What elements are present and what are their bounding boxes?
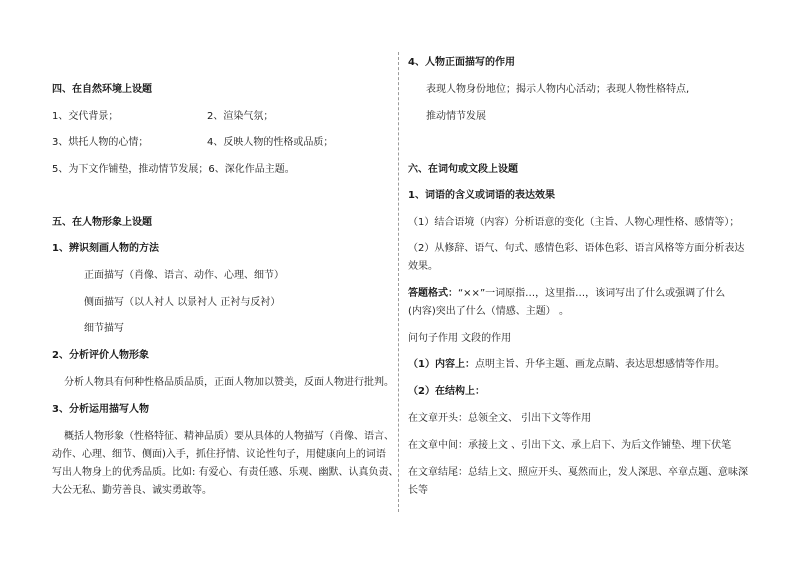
answer-format-line bbox=[408, 288, 725, 300]
paragraph-line: （2）从修辞、语气、句式、感情色彩、语体色彩、语言风格等方面分析表达 bbox=[408, 243, 745, 254]
paragraph-line: 动作、心理、细节、侧面)入手，抓住抒情、议论性句子，用健康向上的词语 bbox=[52, 449, 386, 460]
paragraph-line: 写出人物身上的优秀品质。比如: 有爱心、有责任感、乐观、幽默、认真负责、 bbox=[52, 467, 399, 478]
subheading: 4、人物正面描写的作用 bbox=[408, 57, 515, 68]
structure-item: 在文章开头：总领全文、 引出下文等作用 bbox=[408, 413, 592, 424]
subheading: 1、辨识刻画人物的方法 bbox=[52, 243, 159, 254]
method-item: 侧面描写（以人衬人 以景衬人 正衬与反衬） bbox=[84, 297, 281, 308]
subheading: 1、词语的含义或词语的表达效果 bbox=[408, 190, 555, 201]
structure-item: 在文章中间：承接上文 、引出下文、承上启下、为后文作铺垫、埋下伏笔 bbox=[408, 440, 732, 451]
question-line: 问句子作用 文段的作用 bbox=[408, 333, 512, 344]
list-item: 4、反映人物的性格或品质； bbox=[207, 137, 334, 148]
paragraph-line: 大公无私、勤劳善良、诚实勇敢等。 bbox=[52, 485, 212, 496]
paragraph: 推动情节发展 bbox=[426, 111, 486, 122]
subheading: 3、分析运用描写人物 bbox=[52, 404, 149, 415]
column-divider bbox=[398, 52, 399, 512]
paragraph-line: 效果。 bbox=[408, 261, 438, 272]
list-item: 3、烘托人物的心情； bbox=[52, 137, 149, 148]
section-5-heading: 五、在人物形象上设题 bbox=[52, 217, 152, 228]
list-item: 2、渲染气氛； bbox=[207, 111, 274, 122]
list-item: 5、为下文作铺垫，推动情节发展；6、深化作品主题。 bbox=[52, 164, 295, 175]
answer-format-text: “××”一词原指…，这里指…，该词写出了什么或强调了什么 bbox=[458, 288, 726, 299]
section-6-heading: 六、在词句或文段上设题 bbox=[408, 164, 518, 175]
structure-item: 长等 bbox=[408, 485, 428, 496]
answer-format-label: 答题格式： bbox=[408, 288, 458, 299]
paragraph-line: (内容)突出了什么（情感、主题） 。 bbox=[408, 306, 569, 317]
structure-item: 在文章结尾：总结上文、照应开头、戛然而止，发人深思、卒章点题、意味深 bbox=[408, 467, 748, 478]
method-item: 正面描写（肖像、语言、动作、心理、细节） bbox=[84, 270, 284, 281]
content-text: 点明主旨、升华主题、画龙点睛、表达思想感情等作用。 bbox=[474, 359, 725, 370]
structure-label: （2）在结构上： bbox=[408, 386, 485, 397]
paragraph-line: 概括人物形象（性格特征、精神品质）要从具体的人物描写（肖像、语言、 bbox=[64, 431, 394, 442]
method-item: 细节描写 bbox=[84, 323, 124, 334]
paragraph: 分析人物具有何种性格品质品质，正面人物加以赞美，反面人物进行批判。 bbox=[64, 377, 394, 388]
section-4-heading: 四、在自然环境上设题 bbox=[52, 84, 152, 95]
paragraph: （1）结合语境（内容）分析语意的变化（主旨、人物心理性格、感情等）； bbox=[408, 217, 740, 228]
subheading: 2、分析评价人物形象 bbox=[52, 350, 149, 361]
content-line bbox=[408, 359, 725, 371]
content-label: （1）内容上： bbox=[408, 359, 475, 370]
paragraph: 表现人物身份地位；揭示人物内心活动；表现人物性格特点, bbox=[426, 84, 690, 95]
list-item: 1、交代背景； bbox=[52, 111, 119, 122]
